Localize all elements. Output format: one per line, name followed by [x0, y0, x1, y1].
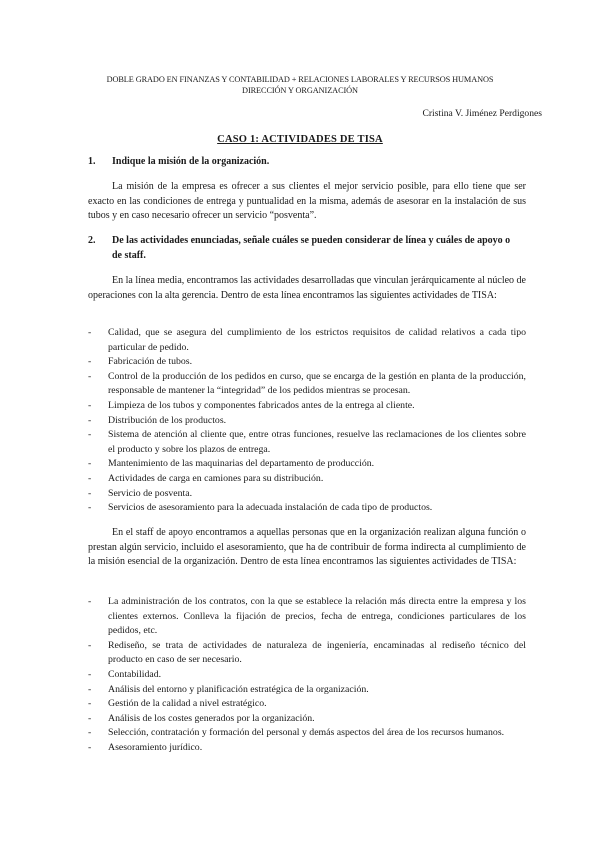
list-item: - Análisis de los costes generados por la organización. — [88, 712, 315, 724]
question-2 — [88, 234, 520, 263]
list-item: - Sistema de atención al cliente que, entre otras funciones, resuelve las reclamaciones de los clientes sobre el producto y sobre los plazos de entrega. — [88, 429, 526, 455]
list-item: - Fabricación de tubos. — [88, 356, 193, 368]
list-item: - Servicios de asesoramiento para la adecuada instalación de cada tipo de productos. — [88, 502, 433, 514]
list-item: - La administración de los contratos, con la que se establece la relación más directa entre la empresa y los clientes externos. Conlleva la fijación de precios, fecha de entrega, condiciones particulares de los pedidos, etc. — [88, 596, 526, 637]
question-text: Indique la misión de la organización. — [112, 156, 270, 167]
list-item: - Actividades de carga en camiones para su distribución. — [88, 472, 324, 484]
list-item: - Calidad, que se asegura del cumplimiento de los estrictos requisitos de calidad relativos a cada tipo particular de pedido. — [88, 327, 526, 353]
degree-title: DOBLE GRADO EN FINANZAS Y CONTABILIDAD + RELACIONES LABORALES Y RECURSOS HUMANOS — [106, 75, 494, 84]
list-item: - Mantenimiento de las maquinarias del departamento de producción. — [88, 458, 375, 470]
answer-1-paragraph: La misión de la empresa es ofrecer a sus clientes el mejor servicio posible, para ello tiene que ser exacto en las condiciones de entrega y puntualidad en la misma, además de asesorar en la instalación de sus tubos y en caso necesario ofrecer un servicio “posventa”. — [88, 181, 526, 221]
staff-intro-paragraph: En el staff de apoyo encontramos a aquellas personas que en la organización realizan alguna función o prestan algún servicio, incluido el asesoramiento, que ha de contribuir de forma indirecta al cumplimiento de la misión esencial de la organización. Dentro de esta línea encontramos las siguientes actividades de TISA: — [88, 527, 526, 567]
list-item: - Rediseño, se trata de actividades de naturaleza de ingeniería, encaminadas al rediseño técnico del producto en caso de ser necesario. — [88, 639, 526, 666]
question-1 — [88, 155, 520, 170]
author-name: Cristina V. Jiménez Perdigones — [422, 108, 542, 119]
question-text: De las actividades enunciadas, señale cuáles se pueden considerar de línea y cuáles de apoyo o de staff. — [112, 235, 511, 261]
list-item: - Limpieza de los tubos y componentes fabricados antes de la entrega al cliente. — [88, 399, 415, 411]
list-item: - Distribución de los productos. — [88, 414, 227, 426]
line-activities-list — [88, 326, 526, 516]
question-number: 1. — [88, 156, 96, 167]
list-item: - Servicio de posventa. — [88, 487, 193, 499]
list-item: - Gestión de la calidad a nivel estratégico. — [88, 698, 267, 710]
case-title: CASO 1: ACTIVIDADES DE TISA — [217, 134, 383, 145]
list-item: - Asesoramiento jurídico. — [88, 741, 203, 753]
staff-activities-list — [88, 595, 526, 756]
line-intro-paragraph: En la línea media, encontramos las actividades desarrolladas que vinculan jerárquicamente al núcleo de operaciones con la alta gerencia. Dentro de esta línea encontramos las siguientes actividades de TISA: — [88, 275, 526, 301]
list-item: - Control de la producción de los pedidos en curso, que se encarga de la gestión en planta de la producción, responsable de mantener la “integridad” de los pedidos mientras se procesan. — [88, 370, 526, 397]
list-item: - Selección, contratación y formación del personal y demás aspectos del área de los recursos humanos. — [88, 727, 505, 739]
list-item: - Contabilidad. — [88, 668, 162, 680]
course-title: DIRECCIÓN Y ORGANIZACIÓN — [242, 86, 358, 95]
question-number: 2. — [88, 235, 96, 246]
list-item: - Análisis del entorno y planificación estratégica de la organización. — [88, 683, 369, 695]
